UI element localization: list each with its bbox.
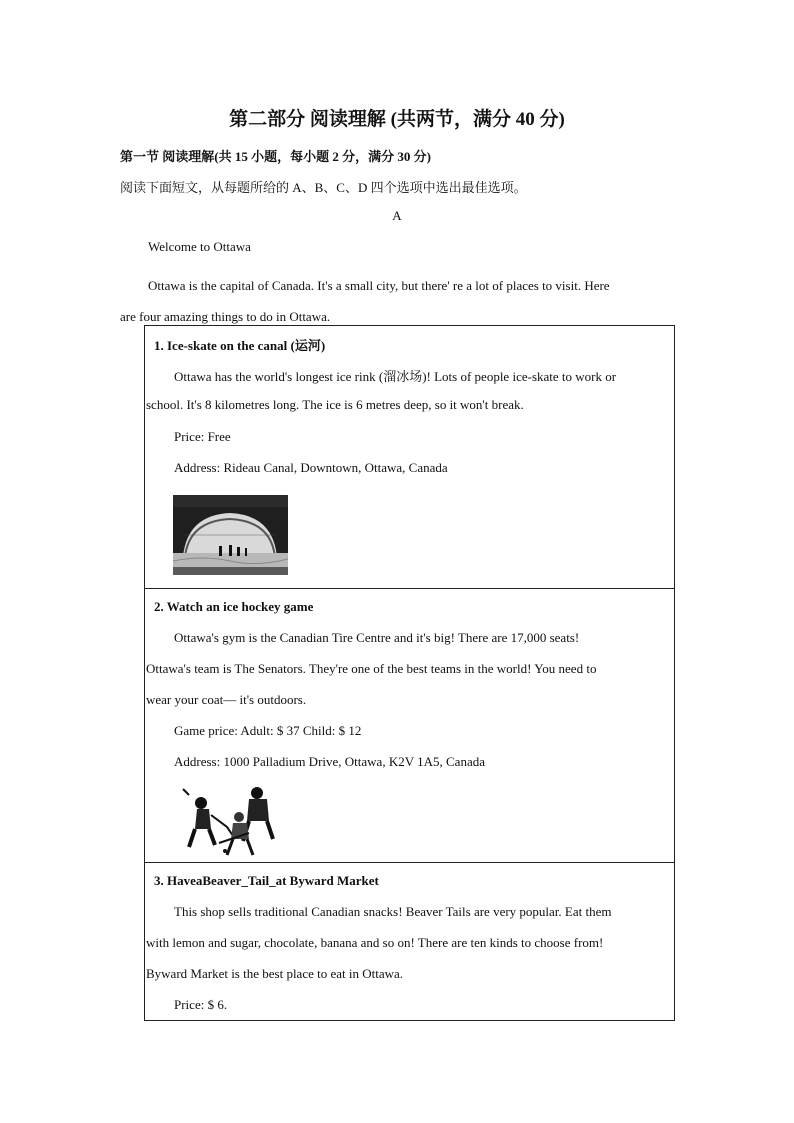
item-3-line-2: with lemon and sugar, chocolate, banana and so on! There are ten kinds to choose from! [146, 935, 604, 950]
item-3-price: Price: $ 6. [174, 997, 228, 1012]
item-3-line-1: This shop sells traditional Canadian snacks! Beaver Tails are very popular. Eat them [174, 904, 612, 919]
hockey-players-image [179, 781, 279, 859]
passage-intro [120, 270, 672, 332]
row-divider [145, 862, 674, 863]
item-2-line-3: wear your coat— it's outdoors. [146, 692, 307, 707]
section-title: 第一节 阅读理解(共 15 小题，每小题 2 分，满分 30 分) [120, 149, 431, 164]
item-1-heading: 1. Ice-skate on the canal (运河) [154, 338, 326, 353]
item-1-address: Address: Rideau Canal, Downtown, Ottawa, Canada [174, 460, 448, 475]
intro-line-1: Ottawa is the capital of Canada. It's a small city, but there' re a lot of places to visit. Here [148, 278, 610, 293]
instruction-text: 阅读下面短文，从每题所给的 A、B、C、D 四个选项中选出最佳选项。 [120, 180, 527, 195]
item-2-line-2: Ottawa's team is The Senators. They're one of the best teams in the world! You need to [146, 661, 597, 676]
canal-bridge-image [173, 495, 288, 575]
row-divider [145, 588, 674, 589]
item-3-heading: 3. HaveaBeaver_Tail_at Byward Market [154, 873, 379, 888]
item-1-line-2: school. It's 8 kilometres long. The ice is 6 metres deep, so it won't break. [146, 397, 524, 412]
item-1-line-1: Ottawa has the world's longest ice rink (溜冰场)! Lots of people ice-skate to work or [174, 369, 617, 384]
item-2-heading: 2. Watch an ice hockey game [154, 599, 314, 614]
item-2-line-1: Ottawa's gym is the Canadian Tire Centre and it's big! There are 17,000 seats! [174, 630, 580, 645]
item-1-price: Price: Free [174, 429, 231, 444]
part-title: 第二部分 阅读理解 (共两节，满分 40 分) [229, 109, 565, 130]
passage-letter: A [392, 208, 402, 223]
item-3-line-3: Byward Market is the best place to eat in Ottawa. [146, 966, 404, 981]
item-2-price: Game price: Adult: $ 37 Child: $ 12 [174, 723, 362, 738]
item-2-address: Address: 1000 Palladium Drive, Ottawa, K2V 1A5, Canada [174, 754, 485, 769]
passage-title: Welcome to Ottawa [148, 239, 251, 254]
attractions-table [144, 325, 675, 1021]
intro-line-2: are four amazing things to do in Ottawa. [120, 309, 331, 324]
